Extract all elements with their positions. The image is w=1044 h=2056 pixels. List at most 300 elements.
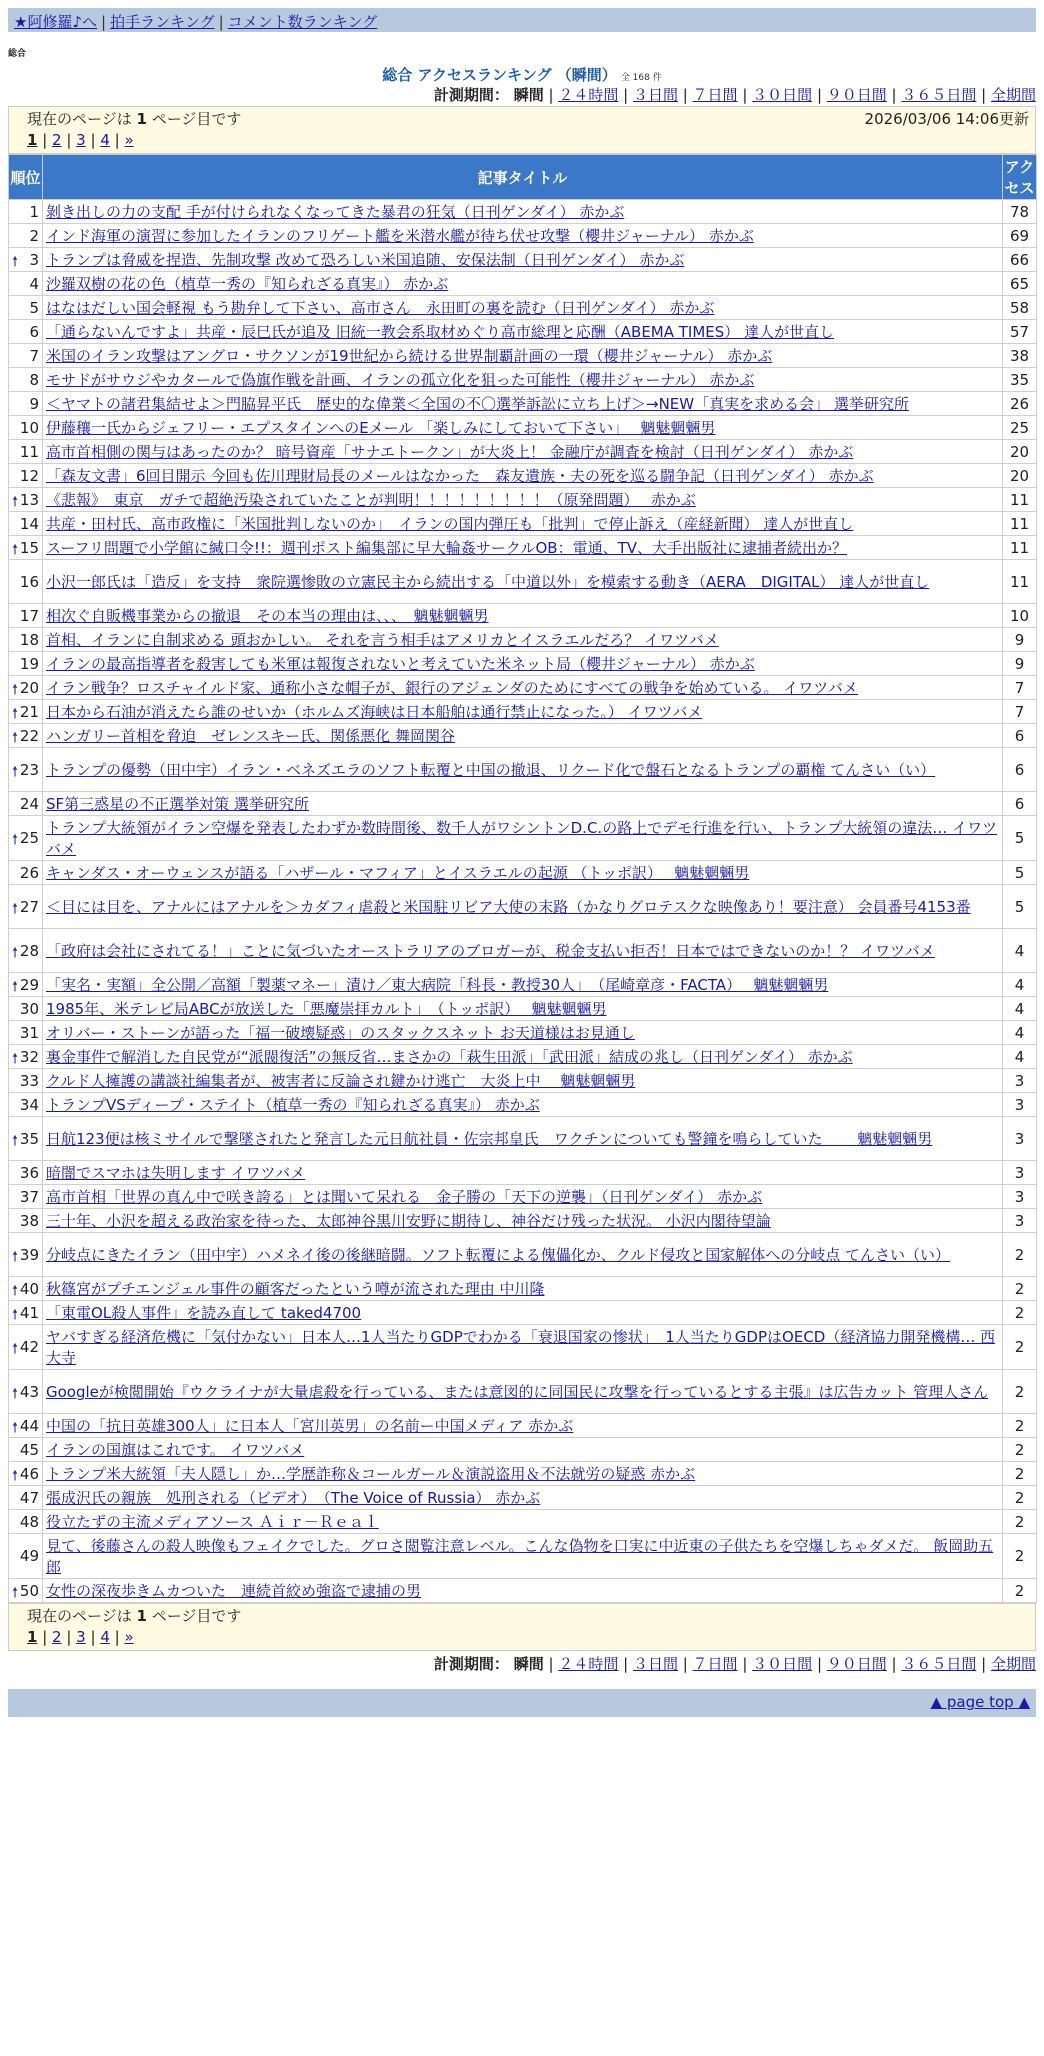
period-label: 計測期間：	[433, 86, 509, 104]
rank-cell	[9, 1370, 43, 1414]
access-count: 3	[1003, 1069, 1037, 1093]
article-link[interactable]: トランプVSディープ・ステイト（植草一秀の『知られざる真実』） 赤かぶ	[46, 1096, 540, 1114]
rank-cell	[9, 344, 43, 368]
up-arrow-icon: 🠕	[12, 978, 19, 995]
page-link-3[interactable]: 3	[76, 1628, 86, 1646]
rank-cell	[9, 1438, 43, 1462]
title-cell	[43, 440, 1003, 464]
title-cell	[43, 1233, 1003, 1277]
rank-number: 20	[19, 678, 39, 697]
up-arrow-icon: 🠕	[12, 944, 19, 961]
table-row	[9, 1045, 1037, 1069]
table-row	[9, 536, 1037, 560]
article-link[interactable]: オリバー・ストーンが語った「福一破壊疑惑」のスタックスネット お天道様はお見通し	[46, 1024, 635, 1042]
table-row	[9, 1277, 1037, 1301]
table-row	[9, 1069, 1037, 1093]
article-link[interactable]: インド海軍の演習に参加したイランのフリゲート艦を米潜水艦が待ち伏せ攻撃（櫻井ジャーナル） 赤かぶ	[46, 227, 754, 245]
period-option-5[interactable]: ３６５日間	[901, 86, 977, 104]
up-arrow-icon: 🠕	[12, 729, 19, 746]
table-row	[9, 1233, 1037, 1277]
table-row	[9, 368, 1037, 392]
up-arrow-icon: 🠕	[12, 541, 19, 558]
rank-cell	[9, 1462, 43, 1486]
period-selector-top: 計測期間： 瞬間 | ２４時間 | ３日間 | ７日間 | ３０日間 | ９０日間 | ３６５日間 | 全期間	[433, 86, 1036, 104]
up-arrow-icon: 🠕	[12, 1467, 19, 1484]
rank-cell	[9, 512, 43, 536]
table-row	[9, 652, 1037, 676]
table-row	[9, 344, 1037, 368]
up-arrow-icon: 🠕	[12, 1306, 19, 1323]
title-cell	[43, 368, 1003, 392]
up-arrow-icon: 🠕	[12, 681, 19, 698]
up-arrow-icon: 🠕	[12, 1341, 19, 1357]
rank-cell	[9, 392, 43, 416]
rank-number: 5	[29, 298, 39, 317]
article-link[interactable]: 三十年、小沢を超える政治家を待った、太郎神谷黒川安野に期待し、神谷だけ残った状況。 小沢内閣待望論	[46, 1212, 771, 1230]
article-link[interactable]: イランの国旗はこれです。 イワツバメ	[46, 1441, 305, 1459]
access-count: 5	[1003, 816, 1037, 861]
table-row	[9, 604, 1037, 628]
access-count: 4	[1003, 1045, 1037, 1069]
rank-cell	[9, 700, 43, 724]
table-row	[9, 488, 1037, 512]
rank-cell	[9, 861, 43, 885]
total-count: 全 168 件	[620, 73, 662, 83]
article-link[interactable]: ハンガリー首相を脅迫 ゼレンスキー氏、関係悪化 舞岡関谷	[46, 727, 455, 745]
period-option-4[interactable]: ９０日間	[826, 1655, 887, 1673]
rank-number: 14	[19, 514, 39, 533]
up-arrow-icon: 🠕	[12, 1132, 19, 1149]
up-arrow-icon: 🠕	[12, 705, 19, 722]
rank-cell	[9, 1233, 43, 1277]
rank-number: 18	[19, 630, 39, 649]
access-count: 35	[1003, 368, 1037, 392]
rank-number: 9	[29, 394, 39, 413]
table-row	[9, 1021, 1037, 1045]
rank-cell	[9, 1209, 43, 1233]
up-arrow-icon: 🠕	[12, 493, 19, 510]
rank-cell	[9, 1021, 43, 1045]
title-cell	[43, 1117, 1003, 1161]
article-link[interactable]: 相次ぐ自販機事業からの撤退 その本当の理由は、、、 魑魅魍魎男	[46, 607, 489, 625]
table-row	[9, 1325, 1037, 1370]
page-link-4[interactable]: 4	[100, 131, 110, 149]
access-count: 3	[1003, 1093, 1037, 1117]
rank-number: 24	[19, 794, 39, 813]
rank-cell	[9, 1325, 43, 1370]
article-link[interactable]: 「通らないんですよ」共産・辰巳氏が追及 旧統一教会系取材めぐり高市総理と応酬（ABEMA TIMES） 達人が世直し	[46, 323, 835, 341]
article-link[interactable]: 高市首相側の関与はあったのか？ 暗号資産「サナエトークン」が大炎上！ 金融庁が調査を検討（日刊ゲンダイ） 赤かぶ	[46, 443, 854, 461]
title-cell	[43, 1209, 1003, 1233]
rank-number: 3	[29, 250, 39, 269]
rank-number: 33	[19, 1071, 39, 1090]
period-option-4[interactable]: ９０日間	[826, 86, 887, 104]
rank-number: 25	[19, 829, 39, 847]
article-link[interactable]: ＜目には目を、アナルにはアナルを＞カダフィ虐殺と米国駐リビア大使の末路（かなりグロテスクな映像あり！要注意） 会員番号4153番	[46, 898, 971, 916]
title-cell	[43, 1534, 1003, 1579]
title-cell	[43, 604, 1003, 628]
access-count: 2	[1003, 1370, 1037, 1414]
period-selector-bottom: 計測期間： 瞬間 | ２４時間 | ３日間 | ７日間 | ３０日間 | ９０日間 | ３６５日間 | 全期間	[433, 1655, 1036, 1673]
page-next-link[interactable]: »	[124, 1628, 134, 1646]
up-arrow-icon: 🠕	[12, 1282, 19, 1299]
rank-number: 40	[19, 1279, 39, 1298]
table-row	[9, 1185, 1037, 1209]
table-row	[9, 320, 1037, 344]
table-row	[9, 861, 1037, 885]
access-count: 65	[1003, 272, 1037, 296]
article-link[interactable]: 日本から石油が消えたら誰のせいか（ホルムズ海峡は日本船舶は通行禁止になった。） イワツバメ	[46, 703, 703, 721]
table-row	[9, 792, 1037, 816]
title-cell	[43, 1277, 1003, 1301]
rank-number: 27	[19, 897, 39, 916]
table-row	[9, 885, 1037, 929]
title-cell	[43, 652, 1003, 676]
rank-cell	[9, 628, 43, 652]
period-option-3[interactable]: ３０日間	[752, 1655, 813, 1673]
article-link[interactable]: モサドがサウジやカタールで偽旗作戦を計画、イランの孤立化を狙った可能性（櫻井ジャーナル） 赤かぶ	[46, 371, 755, 389]
rank-number: 43	[19, 1382, 39, 1401]
table-row	[9, 1486, 1037, 1510]
rank-number: 1	[29, 202, 39, 221]
rank-number: 31	[19, 1023, 39, 1042]
table-row	[9, 1579, 1037, 1603]
table-row	[9, 1534, 1037, 1579]
table-row	[9, 816, 1037, 861]
table-row	[9, 676, 1037, 700]
rank-number: 15	[19, 538, 39, 557]
title-cell	[43, 973, 1003, 997]
page-next-link[interactable]: »	[124, 131, 134, 149]
table-row	[9, 973, 1037, 997]
period-option-1[interactable]: ３日間	[632, 1655, 678, 1673]
access-count: 6	[1003, 748, 1037, 792]
period-option-6[interactable]: 全期間	[990, 1655, 1036, 1673]
article-link[interactable]: 1985年、米テレビ局ABCが放送した「悪魔崇拝カルト」 （トッポ訳） 魑魅魍魎男	[46, 1000, 607, 1018]
article-link[interactable]: イラン戦争？ロスチャイルド家、通称小さな帽子が、銀行のアジェンダのためにすべての戦争を始めている。 イワツバメ	[46, 679, 858, 697]
rank-cell	[9, 1534, 43, 1579]
up-arrow-icon: 🠕	[12, 832, 19, 848]
title-cell	[43, 1045, 1003, 1069]
access-count: 58	[1003, 296, 1037, 320]
ranking-table	[8, 154, 1037, 1603]
rank-number: 35	[19, 1129, 39, 1148]
rank-cell	[9, 1486, 43, 1510]
header-title: 記事タイトル	[43, 155, 1003, 200]
table-row	[9, 1370, 1037, 1414]
title-cell	[43, 344, 1003, 368]
access-count: 20	[1003, 464, 1037, 488]
rank-number: 19	[19, 654, 39, 673]
rank-number: 17	[19, 606, 39, 625]
updated-timestamp: 2026/03/06 14:06更新	[864, 110, 1029, 128]
up-arrow-icon: 🠕	[12, 763, 19, 780]
article-link[interactable]: クルド人擁護の講談社編集者が、被害者に反論され鍵かけ逃亡 大炎上中 魑魅魍魎男	[46, 1072, 636, 1090]
article-link[interactable]: 「政府は会社にされてる！」ことに気づいたオーストラリアのブロガーが、税金支払い拒否！日本ではできないのか！？ イワツバメ	[46, 942, 935, 960]
rank-number: 13	[19, 490, 39, 509]
article-link[interactable]: 共産・田村氏、高市政権に「米国批判しないのか」 イランの国内弾圧も「批判」で停止訴え（産経新聞） 達人が世直し	[46, 515, 854, 533]
article-link[interactable]: 暗闇でスマホは失明します イワツバメ	[46, 1164, 306, 1182]
article-link[interactable]: 小沢一郎氏は「造反」を支持 衆院選惨敗の立憲民主から続出する「中道以外」を模索する動き（AERA DIGITAL） 達人が世直し	[46, 573, 930, 591]
title-cell	[43, 560, 1003, 604]
title-cell	[43, 1438, 1003, 1462]
table-row	[9, 1438, 1037, 1462]
nav-home-link[interactable]: ★阿修羅♪へ	[14, 13, 98, 31]
title-cell	[43, 224, 1003, 248]
article-link[interactable]: 首相、イランに自制求める 頭おかしい。 それを言う相手はアメリカとイスラエルだろ？ イワツバメ	[46, 631, 719, 649]
up-arrow-icon: 🠕	[12, 900, 19, 917]
table-row	[9, 440, 1037, 464]
title-cell	[43, 1486, 1003, 1510]
article-link[interactable]: 裏金事件で解消した自民党が“派閥復活”の無反省…まさかの「萩生田派」「武田派」結成の兆し（日刊ゲンダイ） 赤かぶ	[46, 1048, 853, 1066]
table-row	[9, 248, 1037, 272]
title-cell	[43, 885, 1003, 929]
title-cell	[43, 997, 1003, 1021]
rank-number: 50	[19, 1581, 39, 1600]
article-link[interactable]: Googleが検閲開始『ウクライナが大量虐殺を行っている、または意図的に同国民に攻撃を行っているとする主張』は広告カット 管理人さん	[46, 1383, 989, 1401]
access-count: 7	[1003, 676, 1037, 700]
title-cell	[43, 1370, 1003, 1414]
rank-number: 38	[19, 1211, 39, 1230]
title-cell	[43, 464, 1003, 488]
table-row	[9, 724, 1037, 748]
nav-comment-ranking-link[interactable]: コメント数ランキング	[227, 13, 378, 31]
article-link[interactable]: 高市首相「世界の真ん中で咲き誇る」とは聞いて呆れる 金子勝の「天下の逆襲」（日刊ゲンダイ） 赤かぶ	[46, 1188, 763, 1206]
category-label: 総合	[8, 49, 27, 59]
period-option-2[interactable]: ７日間	[692, 1655, 738, 1673]
table-row	[9, 512, 1037, 536]
header-rank: 順位	[9, 155, 43, 200]
table-row	[9, 700, 1037, 724]
access-count: 2	[1003, 1579, 1037, 1603]
table-row	[9, 560, 1037, 604]
title-cell	[43, 1185, 1003, 1209]
rank-cell	[9, 1045, 43, 1069]
rank-number: 11	[19, 442, 39, 461]
rank-cell	[9, 604, 43, 628]
bottom-bar	[8, 1689, 1036, 1717]
article-link[interactable]: 伊藤穰一氏からジェフリー・エプスタインへのEメール 「楽しみにしておいて下さい」 魑魅魍魎男	[46, 419, 716, 437]
period-option-5[interactable]: ３６５日間	[901, 1655, 977, 1673]
rank-number: 6	[29, 322, 39, 341]
rank-cell	[9, 536, 43, 560]
table-row	[9, 1462, 1037, 1486]
page-top-link[interactable]: ▲ page top ▲	[930, 1693, 1030, 1711]
article-link[interactable]: 役立たずの主流メディアソース Ａｉｒ－Ｒｅａｌ	[46, 1513, 379, 1531]
title-cell	[43, 1161, 1003, 1185]
page-link-2[interactable]: 2	[52, 1628, 62, 1646]
title-cell	[43, 861, 1003, 885]
article-link[interactable]: 見て、後藤さんの殺人映像もフェイクでした。グロさ閲覧注意レベル。こんな偽物を口実に中近東の子供たちを空爆しちゃダメだ。 飯岡助五郎	[46, 1537, 994, 1576]
title-cell	[43, 628, 1003, 652]
article-link[interactable]: 剝き出しの力の支配 手が付けられなくなってきた暴君の狂気（日刊ゲンダイ） 赤かぶ	[46, 203, 625, 221]
title-cell	[43, 272, 1003, 296]
article-link[interactable]: 張成沢氏の親族 処刑される（ビデオ） （The Voice of Russia） 赤かぶ	[46, 1489, 541, 1507]
rank-number: 34	[19, 1095, 39, 1114]
table-row	[9, 296, 1037, 320]
article-link[interactable]: トランプの優勢（田中宇）イラン・ベネズエラのソフト転覆と中国の撤退、リクード化で盤石となるトランプの覇権 てんさい（い）	[46, 761, 936, 779]
title-cell	[43, 248, 1003, 272]
table-row	[9, 1117, 1037, 1161]
title-cell	[43, 1325, 1003, 1370]
access-count: 3	[1003, 1209, 1037, 1233]
page-current: 1	[27, 1628, 38, 1646]
period-option-1[interactable]: ３日間	[632, 86, 678, 104]
rank-cell	[9, 1414, 43, 1438]
rank-cell	[9, 676, 43, 700]
up-arrow-icon: 🠕	[12, 1584, 19, 1601]
up-arrow-icon: 🠕	[12, 1385, 19, 1402]
access-count: 69	[1003, 224, 1037, 248]
rank-number: 26	[19, 863, 39, 882]
access-count: 4	[1003, 929, 1037, 973]
access-count: 6	[1003, 792, 1037, 816]
article-link[interactable]: 秋篠宮がプチエンジェル事件の顧客だったという噂が流された理由 中川隆	[46, 1280, 545, 1298]
access-count: 2	[1003, 1438, 1037, 1462]
access-count: 2	[1003, 1414, 1037, 1438]
page-current: 1	[27, 131, 38, 149]
page-links: 1 | 2 | 3 | 4 | »	[27, 131, 134, 149]
rank-number: 12	[19, 466, 39, 485]
title-cell	[43, 816, 1003, 861]
title-cell	[43, 1579, 1003, 1603]
article-link[interactable]: 「実名・実額」全公開／高額「製薬マネー」漬け／東大病院「科長・教授30人」 （尾崎章彦・FACTA） 魑魅魍魎男	[46, 976, 829, 994]
table-row	[9, 224, 1037, 248]
rank-cell	[9, 652, 43, 676]
article-link[interactable]: キャンダス・オーウェンスが語る「ハザール・マフィア」とイスラエルの起源 （トッポ訳） 魑魅魍魎男	[46, 864, 750, 882]
rank-number: 22	[19, 726, 39, 745]
title-cell	[43, 416, 1003, 440]
table-row	[9, 272, 1037, 296]
access-count: 38	[1003, 344, 1037, 368]
access-count: 5	[1003, 861, 1037, 885]
article-link[interactable]: スーフリ問題で小学館に緘口令!!：週刊ポスト編集部に早大輪姦サークルOB：電通、TV、大手出版社に逮捕者続出か？	[46, 539, 848, 557]
article-link[interactable]: 分岐点にきたイラン（田中宇）ハメネイ後の後継暗闘。ソフト転覆による傀儡化か、クルド侵攻と国家解体への分岐点 てんさい（い）	[46, 1246, 951, 1264]
article-link[interactable]: トランプ大統領がイラン空爆を発表したわずか数時間後、数千人がワシントンD.C.の路上でデモ行進を行い、トランプ大統領の違法… イワツバメ	[46, 819, 997, 858]
title-cell	[43, 1021, 1003, 1045]
table-row	[9, 464, 1037, 488]
article-link[interactable]: トランプは脅威を捏造、先制攻撃 改めて恐ろしい米国追随、安保法制（日刊ゲンダイ） 赤かぶ	[46, 251, 685, 269]
table-row	[9, 1093, 1037, 1117]
rank-number: 46	[19, 1464, 39, 1483]
title-cell	[43, 1414, 1003, 1438]
title-cell	[43, 676, 1003, 700]
rank-cell	[9, 440, 43, 464]
table-row	[9, 1414, 1037, 1438]
article-link[interactable]: 米国のイラン攻撃はアングロ・サクソンが19世紀から続ける世界制覇計画の一環（櫻井ジャーナル） 赤かぶ	[46, 347, 773, 365]
table-row	[9, 392, 1037, 416]
rank-cell	[9, 1579, 43, 1603]
rank-cell	[9, 1161, 43, 1185]
access-count: 20	[1003, 440, 1037, 464]
access-count: 26	[1003, 392, 1037, 416]
period-current: 瞬間	[513, 86, 544, 104]
page-links-bottom: 1 | 2 | 3 | 4 | »	[27, 1628, 134, 1646]
rank-number: 21	[19, 702, 39, 721]
rank-cell	[9, 488, 43, 512]
access-count: 2	[1003, 1233, 1037, 1277]
article-link[interactable]: はなはだしい国会軽視 もう勘弁して下さい、高市さん 永田町の裏を読む（日刊ゲンダイ） 赤かぶ	[46, 299, 715, 317]
rank-cell	[9, 748, 43, 792]
access-count: 11	[1003, 536, 1037, 560]
rank-cell	[9, 224, 43, 248]
article-link[interactable]: 日航123便は核ミサイルで撃墜されたと発言した元日航社員・佐宗邦皇氏 ワクチンについても警鐘を鳴らしていた 魑魅魍魎男	[46, 1130, 933, 1148]
article-link[interactable]: 《悲報》 東京 ガチで超絶汚染されていたことが判明！！！！！！！！！（原発問題） 赤かぶ	[46, 491, 696, 509]
access-count: 9	[1003, 628, 1037, 652]
pager-top	[8, 106, 1036, 154]
rank-number: 10	[19, 418, 39, 437]
title-cell	[43, 1510, 1003, 1534]
nav-clap-ranking-link[interactable]: 拍手ランキング	[110, 13, 215, 31]
rank-cell	[9, 248, 43, 272]
article-link[interactable]: ヤバすぎる経済危機に「気付かない」日本人…1人当たりGDPでわかる「衰退国家の惨状」 1人当たりGDPはOECD（経済協力開発機構… 西大寺	[46, 1328, 996, 1367]
rank-cell	[9, 1277, 43, 1301]
title-cell	[43, 536, 1003, 560]
page-link-2[interactable]: 2	[52, 131, 62, 149]
rank-number: 23	[19, 760, 39, 779]
period-option-3[interactable]: ３０日間	[752, 86, 813, 104]
rank-cell	[9, 929, 43, 973]
article-link[interactable]: トランプ米大統領「夫人隠し」か…学歴詐称＆コールガール＆演説盗用＆不法就労の疑惑 赤かぶ	[46, 1465, 696, 1483]
title-cell	[43, 1462, 1003, 1486]
rank-number: 30	[19, 999, 39, 1018]
access-count: 6	[1003, 724, 1037, 748]
rank-cell	[9, 464, 43, 488]
title-cell	[43, 724, 1003, 748]
rank-cell	[9, 973, 43, 997]
rank-cell	[9, 560, 43, 604]
access-count: 2	[1003, 1277, 1037, 1301]
rank-number: 49	[19, 1547, 39, 1565]
page-link-4[interactable]: 4	[100, 1628, 110, 1646]
access-count: 78	[1003, 200, 1037, 224]
rank-number: 2	[29, 226, 39, 245]
rank-number: 39	[19, 1245, 39, 1264]
article-link[interactable]: 沙羅双樹の花の色（植草一秀の『知られざる真実』） 赤かぶ	[46, 275, 449, 293]
access-count: 4	[1003, 997, 1037, 1021]
article-link[interactable]: イランの最高指導者を殺害しても米軍は報復されないと考えていた米ネット局（櫻井ジャーナル） 赤かぶ	[46, 655, 755, 673]
page-link-3[interactable]: 3	[76, 131, 86, 149]
period-option-2[interactable]: ７日間	[692, 86, 738, 104]
period-option-0[interactable]: ２４時間	[558, 86, 619, 104]
rank-number: 8	[29, 370, 39, 389]
access-count: 3	[1003, 1161, 1037, 1185]
period-option-6[interactable]: 全期間	[990, 86, 1036, 104]
table-row	[9, 997, 1037, 1021]
article-link[interactable]: 女性の深夜歩きムカついた 連続首絞め強盗で逮捕の男	[46, 1582, 422, 1600]
rank-cell	[9, 368, 43, 392]
article-link[interactable]: 「森友文書」6回目開示 今回も佐川理財局長のメールはなかった 森友遺族・夫の死を巡る闘争記（日刊ゲンダイ） 赤かぶ	[46, 467, 874, 485]
rank-number: 48	[19, 1512, 39, 1531]
rank-cell	[9, 1185, 43, 1209]
title-cell	[43, 792, 1003, 816]
article-link[interactable]: 中国の「抗日英雄300人」に日本人「宮川英男」の名前ー中国メディア 赤かぶ	[46, 1417, 574, 1435]
title-cell	[43, 1093, 1003, 1117]
rank-cell	[9, 1510, 43, 1534]
title-cell	[43, 748, 1003, 792]
access-count: 11	[1003, 560, 1037, 604]
table-row	[9, 1301, 1037, 1325]
title-cell	[43, 200, 1003, 224]
rank-number: 32	[19, 1047, 39, 1066]
article-link[interactable]: ＜ヤマトの諸君集結せよ＞門脇昇平氏 歴史的な偉業＜全国の不〇選挙訴訟に立ち上げ＞→NEW「真実を求める会」 選挙研究所	[46, 395, 909, 413]
article-link[interactable]: 「東電OL殺人事件」を読み直して taked4700	[46, 1304, 362, 1322]
rank-number: 28	[19, 941, 39, 960]
rank-cell	[9, 416, 43, 440]
period-option-0[interactable]: ２４時間	[558, 1655, 619, 1673]
article-link[interactable]: SF第三惑星の不正選挙対策 選挙研究所	[46, 795, 309, 813]
title-cell	[43, 700, 1003, 724]
